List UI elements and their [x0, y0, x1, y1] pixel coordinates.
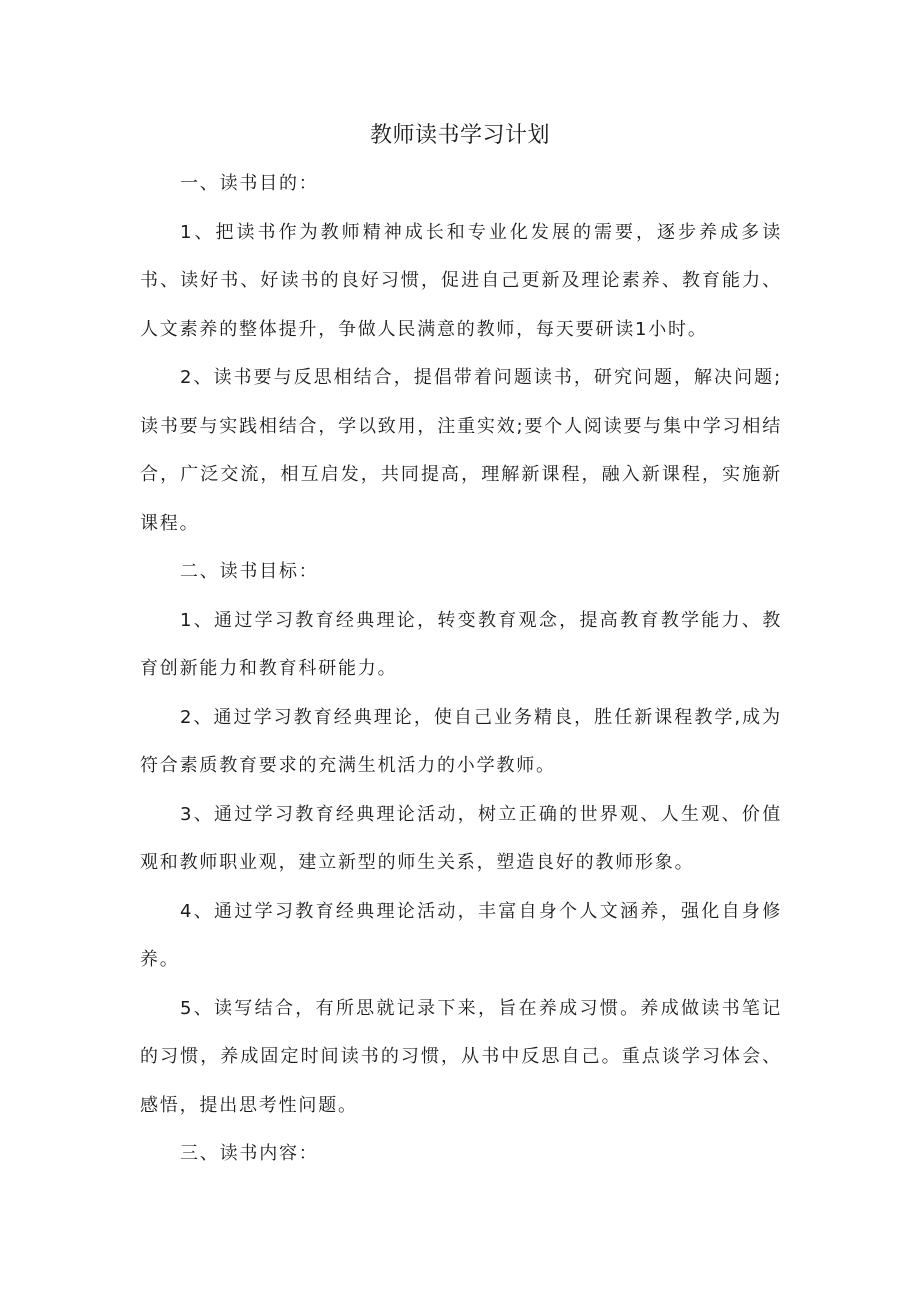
paragraph: 5、读写结合，有所思就记录下来，旨在养成习惯。养成做读书笔记的习惯，养成固定时间读书的习惯，从书中反思自己。重点谈学习体会、感悟，提出思考性问题。: [140, 997, 782, 1116]
paragraph: 1、通过学习教育经典理论，转变教育观念，提高教育教学能力、教育创新能力和教育科研能力。: [140, 609, 782, 679]
paragraph: 3、通过学习教育经典理论活动，树立正确的世界观、人生观、价值观和教师职业观，建立新型的师生关系，塑造良好的教师形象。: [140, 803, 782, 873]
section-heading-goals: 二、读书目标：: [180, 561, 319, 582]
paragraph: 4、通过学习教育经典理论活动，丰富自身个人文涵养，强化自身修养。: [140, 900, 782, 970]
section-heading-content: 三、读书内容：: [180, 1143, 319, 1164]
document-body: [140, 160, 782, 1179]
paragraph: 2、通过学习教育经典理论，使自己业务精良，胜任新课程教学,成为符合素质教育要求的充满生机活力的小学教师。: [140, 706, 782, 776]
section-heading-purpose: 一、读书目的：: [180, 173, 319, 194]
paragraph: 1、把读书作为教师精神成长和专业化发展的需要，逐步养成多读书、读好书、好读书的良好习惯，促进自己更新及理论素养、教育能力、人文素养的整体提升，争做人民满意的教师，每天要研读1小时。: [140, 221, 782, 340]
paragraph: 2、读书要与反思相结合，提倡带着问题读书，研究问题，解决问题;读书要与实践相结合，学以致用，注重实效;要个人阅读要与集中学习相结合，广泛交流，相互启发，共同提高，理解新课程，融入新课程，实施新课程。: [140, 367, 782, 534]
page-title: 教师读书学习计划: [369, 123, 550, 148]
